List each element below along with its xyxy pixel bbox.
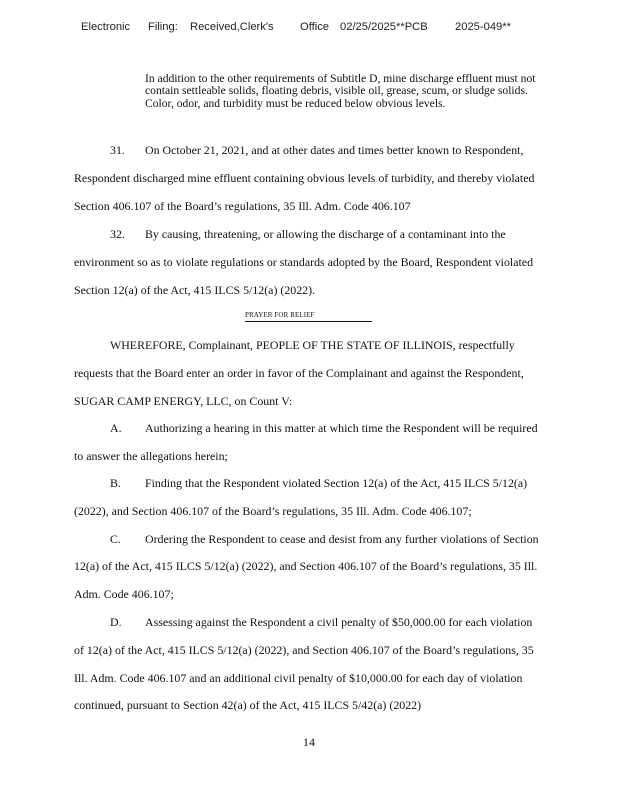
- header-filing: Filing:: [148, 21, 178, 33]
- header-electronic: Electronic: [81, 21, 131, 33]
- item-a-line1: Authorizing a hearing in this matter at which time the Respondent will be required: [145, 421, 538, 435]
- item-d-letter: D.: [110, 615, 122, 629]
- wherefore-line1: WHEREFORE, Complainant, PEOPLE OF THE STATE OF ILLINOIS, respectfully: [110, 338, 515, 352]
- paragraph-number-32: 32.: [110, 227, 125, 241]
- item-d-line1: Assessing against the Respondent a civil penalty of $50,000.00 for each violation: [145, 615, 533, 629]
- header-office: Office: [300, 21, 330, 33]
- para31-line1: On October 21, 2021, and at other dates and times better known to Respondent,: [145, 143, 524, 157]
- item-c-letter: C.: [110, 532, 121, 546]
- item-a-line2: to answer the allegations herein;: [74, 449, 228, 463]
- item-b-line2: (2022), and Section 406.107 of the Board’s regulations, 35 Ill. Adm. Code 406.107;: [74, 504, 472, 518]
- para32-line3: Section 12(a) of the Act, 415 ILCS 5/12(a) (2022).: [74, 283, 316, 297]
- item-d-line4: continued, pursuant to Section 42(a) of the Act, 415 ILCS 5/42(a) (2022): [74, 698, 422, 712]
- para31-line3: Section 406.107 of the Board’s regulations, 35 Ill. Adm. Code 406.107: [74, 199, 411, 213]
- wherefore-line2: requests that the Board enter an order in favor of the Complainant and against the Respondent,: [74, 366, 524, 380]
- regulation-quote: In addition to the other requirements of Subtitle D, mine discharge effluent must not contain settleable solids, floating debris, visible oil, grease, scum, or sludge solids. Color, odor, and turbidity must be reduced below obvious levels.: [145, 72, 536, 110]
- item-c-line2: 12(a) of the Act, 415 ILCS 5/12(a) (2022), and Section 406.107 of the Board’s regulations, 35 Ill.: [74, 559, 538, 573]
- wherefore-line3: SUGAR CAMP ENERGY, LLC, on Count V:: [74, 394, 293, 408]
- para32-line2: environment so as to violate regulations or standards adopted by the Board, Respondent violated: [74, 255, 534, 269]
- header-docket: 2025-049**: [455, 21, 511, 33]
- header-received: Received,Clerk's: [190, 21, 274, 33]
- prayer-for-relief-heading: PRAYER FOR RELIEF: [245, 311, 372, 322]
- item-d-line2: of 12(a) of the Act, 415 ILCS 5/12(a) (2022), and Section 406.107 of the Board’s regulations, 35: [74, 643, 534, 657]
- item-d-line3: Ill. Adm. Code 406.107 and an additional civil penalty of $10,000.00 for each day of violation: [74, 671, 523, 685]
- paragraph-number-31: 31.: [110, 143, 125, 157]
- header-date: 02/25/2025**PCB: [340, 21, 428, 33]
- item-b-letter: B.: [110, 476, 121, 490]
- item-a-letter: A.: [110, 421, 122, 435]
- item-c-line1: Ordering the Respondent to cease and desist from any further violations of Section: [145, 532, 539, 546]
- filing-stamp-header: [81, 21, 541, 37]
- item-c-line3: Adm. Code 406.107;: [74, 587, 174, 601]
- para32-line1: By causing, threatening, or allowing the discharge of a contaminant into the: [145, 227, 506, 241]
- page-number: 14: [303, 735, 315, 749]
- para31-line2: Respondent discharged mine effluent containing obvious levels of turbidity, and thereby violated: [74, 171, 535, 185]
- item-b-line1: Finding that the Respondent violated Section 12(a) of the Act, 415 ILCS 5/12(a): [145, 476, 528, 490]
